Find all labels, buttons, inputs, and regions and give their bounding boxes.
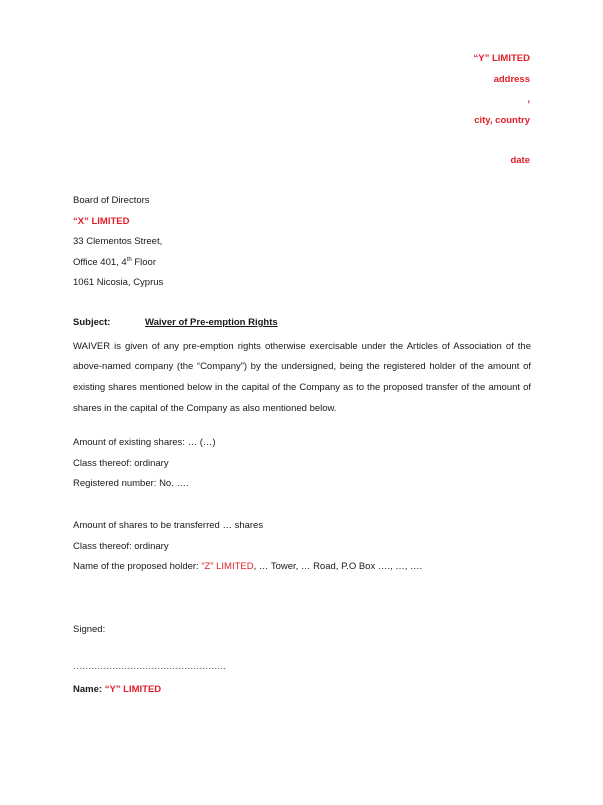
recipient-block	[73, 194, 531, 297]
subject-section	[73, 316, 531, 420]
transfer-amount: Amount of shares to be transferred … shares	[73, 520, 264, 531]
subject-line	[73, 316, 531, 337]
signatory-name-label: Name:	[73, 684, 105, 695]
transfer-class: Class thereof: ordinary	[73, 540, 169, 552]
existing-registered: Registered number: No. ….	[73, 478, 189, 489]
sender-address: address	[493, 73, 530, 85]
recipient-company: “X” LIMITED	[73, 215, 130, 227]
sender-address-comma: ,	[527, 94, 530, 105]
waiver-paragraph: WAIVER is given of any pre-emption rights otherwise exercisable under the Articles of Association of the above-named company (the “Company”) by the undersigned, being the registered holder of the amount of existing shares mentioned below in the capital of the Company as to the proposed transfer of the amount of shares in the capital of the Company as also mentioned below.	[73, 340, 531, 414]
proposed-holder-company: “Z” LIMITED	[201, 561, 254, 572]
proposed-holder-address: , … Tower, … Road, P.O Box …., …, ….	[253, 561, 423, 572]
recipient-board: Board of Directors	[73, 195, 150, 206]
recipient-office-prefix: Office 401, 4	[73, 256, 127, 268]
signature-line: ……………………………………………	[73, 661, 226, 672]
signatory-name-value: “Y” LIMITED	[104, 684, 162, 695]
existing-class: Class thereof: ordinary	[73, 457, 169, 469]
proposed-holder-label: Name of the proposed holder:	[73, 561, 202, 572]
signatory-name	[73, 683, 531, 704]
recipient-office	[73, 256, 531, 277]
recipient-street: 33 Clementos Street,	[73, 236, 163, 247]
existing-shares-section	[73, 436, 531, 498]
letter-date: date	[510, 155, 530, 166]
subject-label: Subject:	[73, 317, 111, 328]
sender-block	[474, 52, 530, 175]
sender-name: “Y” LIMITED	[473, 53, 530, 64]
signed-label: Signed:	[73, 624, 106, 635]
recipient-city: 1061 Nicosia, Cyprus	[73, 277, 164, 288]
sender-city: city, country	[474, 114, 530, 126]
recipient-office-suffix: Floor	[131, 256, 157, 268]
recipient-office-sup: th	[126, 256, 132, 263]
existing-amount: Amount of existing shares: … (…)	[73, 437, 216, 448]
proposed-holder	[73, 560, 531, 581]
transfer-shares-section	[73, 519, 531, 581]
subject-title: Waiver of Pre-emption Rights	[145, 317, 278, 328]
